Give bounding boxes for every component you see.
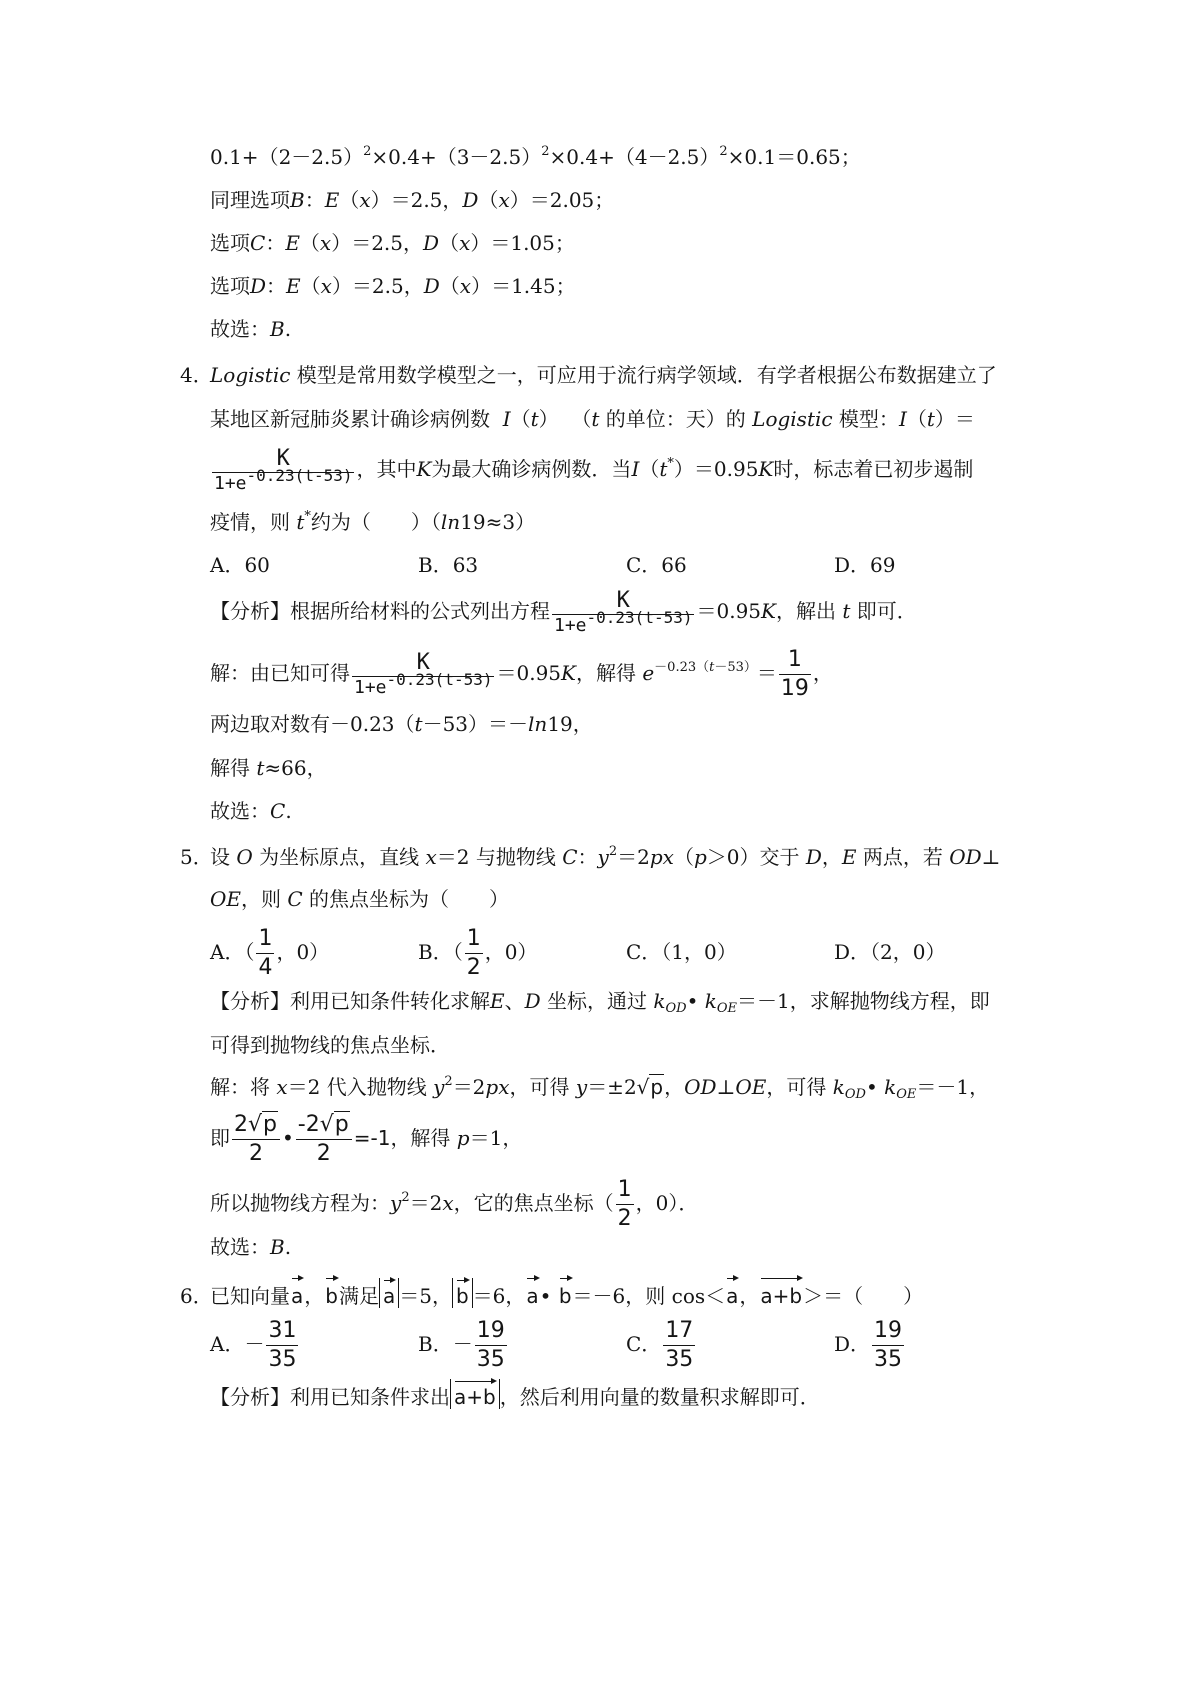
q6-options <box>210 1320 1028 1371</box>
q4-stem-line-1: 4．Logistic 模型是常用数学模型之一，可应用于流行病学领域．有学者根据公布数据建立了 <box>180 363 997 387</box>
q4-answer: 故选：C. <box>210 799 292 823</box>
q4-option-c: C．66 <box>626 553 687 577</box>
q5-option-b: B．（ $\frac{1}{2}$ ，0） <box>418 926 538 980</box>
q4-stem-line-3: $\frac{K}{1+e^{-0.23(t-53)}}$ ，其中K为最大确诊病例数．当I（t*）＝0.95K时，标志着已初步遏制 <box>214 446 974 494</box>
q4-options <box>210 551 1028 579</box>
q5-option-d: D．（2，0） <box>834 940 946 964</box>
q6-option-b: B．－ $\frac{19}{35}$ <box>418 1318 505 1372</box>
q4-stem-line-2: 某地区新冠肺炎累计确诊病例数 I（t） （t 的单位：天）的 Logistic 模型：I（t）＝ <box>210 407 975 431</box>
q3-answer: 故选：B. <box>210 317 292 341</box>
q6-option-a: A．－ $\frac{31}{35}$ <box>210 1318 297 1372</box>
q4-solution-line-2: 两边取对数有－0.23（t－53）＝－ln19， <box>210 712 593 736</box>
q5-solution-line-3: 所以抛物线方程为：$y^2=2x$，它的焦点坐标（ $\frac{1}{2}$ ，0）． <box>210 1177 699 1231</box>
q6-option-d: D． $\frac{19}{35}$ <box>834 1318 903 1372</box>
q6-option-c: C． $\frac{17}{35}$ <box>626 1318 694 1372</box>
q5-solution-line-1: 解：将 x＝2 代入抛物线 $y^2=2px$，可得 y＝±2√p，OD⊥OE，可得 $k_{OD}•$ $k_{OE}=-1$， <box>210 1074 990 1102</box>
q4-option-b: B．63 <box>418 553 479 577</box>
q5-option-c: C．（1，0） <box>626 940 737 964</box>
q4-solution-line-1: 解：由已知可得 $\frac{K}{1+e^{-0.23(t-53)}}$ ＝0.95K，解得 $e^{-0.23(t-53)}=$ $\frac{1}{19}$ ， <box>210 647 833 701</box>
q6-stem: 6．已知向量a，b满足 a ＝5， b ＝6，a• b＝－6，则 cos＜a，a+b＞＝（ ） <box>180 1276 1028 1310</box>
q4-solution-line-3: 解得 t≈66， <box>210 756 327 780</box>
q4-stem-line-4: 疫情，则 t*约为（ ）（ln19≈3） <box>210 509 536 534</box>
q4-analysis: 【分析】根据所给材料的公式列出方程 $\frac{K}{1+e^{-0.23(t-53)}}$ ＝0.95K，解出 t 即可． <box>210 588 917 636</box>
q5-answer: 故选：B. <box>210 1235 292 1259</box>
calc-variance-line: $0.1+(2-2.5)^2\times 0.4+(3-2.5)^2\times 0.4+(4-2.5)^2\times 0.1=0.65$； <box>210 144 861 169</box>
q6-analysis: 【分析】利用已知条件求出 a+b ，然后利用向量的数量积求解即可． <box>210 1379 1028 1411</box>
q5-analysis-line-1: 【分析】利用已知条件转化求解E、D 坐标，通过 $k_{OD}•$ $k_{OE}=-1$，求解抛物线方程，即 <box>210 989 990 1016</box>
q5-options <box>210 928 1028 979</box>
q5-option-a: A．（ $\frac{1}{4}$ ，0） <box>210 926 330 980</box>
q4-option-d: D．69 <box>834 553 896 577</box>
q5-stem-line-1: 5．设 O 为坐标原点，直线 x＝2 与抛物线 C：$y^2=2px(p>0)$交于 D，E 两点，若 OD⊥ <box>180 844 1001 869</box>
option-b-stats-line: 同理选项B：E（x）＝2.5，D（x）＝2.05； <box>210 188 615 212</box>
q5-solution-line-2: 即 $\frac{2√p}{2}$ • $\frac{-2√p}{2}$ =-1，解得 p＝1， <box>210 1112 523 1166</box>
option-c-stats-line: 选项C：E（x）＝2.5，D（x）＝1.05； <box>210 231 575 255</box>
q4-option-a: A．60 <box>210 553 270 577</box>
q5-analysis-line-2: 可得到抛物线的焦点坐标． <box>210 1033 450 1057</box>
logistic-formula: $\frac{K}{1+e^{-0.23(t-53)}}$ <box>214 446 353 494</box>
option-d-stats-line: 选项D：E（x）＝2.5，D（x）＝1.45； <box>210 274 576 298</box>
q5-stem-line-2: OE，则 C 的焦点坐标为（ ） <box>210 887 510 911</box>
